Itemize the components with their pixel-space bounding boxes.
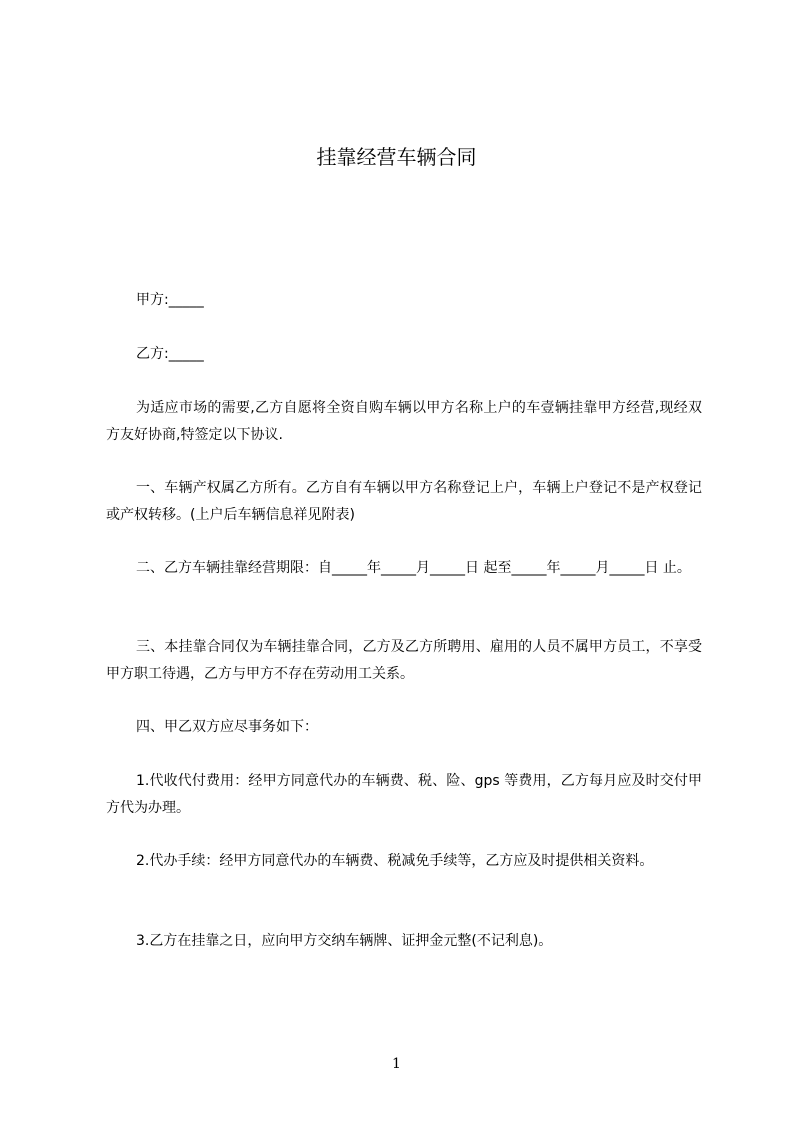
- item-2-paragraph: 2.代办手续：经甲方同意代办的车辆费、税减免手续等，乙方应及时提供相关资料。: [136, 853, 654, 869]
- document-title: 挂靠经营车辆合同: [316, 145, 477, 169]
- intro-paragraph: 为适应市场的需要,乙方自愿将全资自购车辆以甲方名称上户的车壹辆挂靠甲方经营,现经双方友好协商,特签定以下协议.: [106, 400, 702, 443]
- clause-1-paragraph: 一、车辆产权属乙方所有。乙方自有车辆以甲方名称登记上户，车辆上户登记不是产权登记或产权转移。(上户后车辆信息祥见附表): [106, 480, 702, 523]
- item-3-paragraph: 3.乙方在挂靠之日，应向甲方交纳车辆牌、证押金元整(不记利息)。: [136, 933, 553, 949]
- item-1-paragraph: 1.代收代付费用：经甲方同意代办的车辆费、税、险、gps 等费用，乙方每月应及时交付甲方代为办理。: [106, 773, 702, 816]
- clause-3-paragraph: 三、本挂靠合同仅为车辆挂靠合同，乙方及乙方所聘用、雇用的人员不属甲方员工，不享受甲方职工待遇，乙方与甲方不存在劳动用工关系。: [106, 639, 702, 682]
- party-a-line: 甲方:_____: [136, 292, 204, 308]
- clause-2-paragraph: 二、乙方车辆挂靠经营期限：自_____年_____月_____日 起至_____年_____月_____日 止。: [136, 560, 691, 576]
- clause-4-paragraph: 四、甲乙双方应尽事务如下：: [136, 719, 318, 735]
- page-number: 1: [392, 1056, 401, 1072]
- party-b-line: 乙方:_____: [136, 346, 204, 362]
